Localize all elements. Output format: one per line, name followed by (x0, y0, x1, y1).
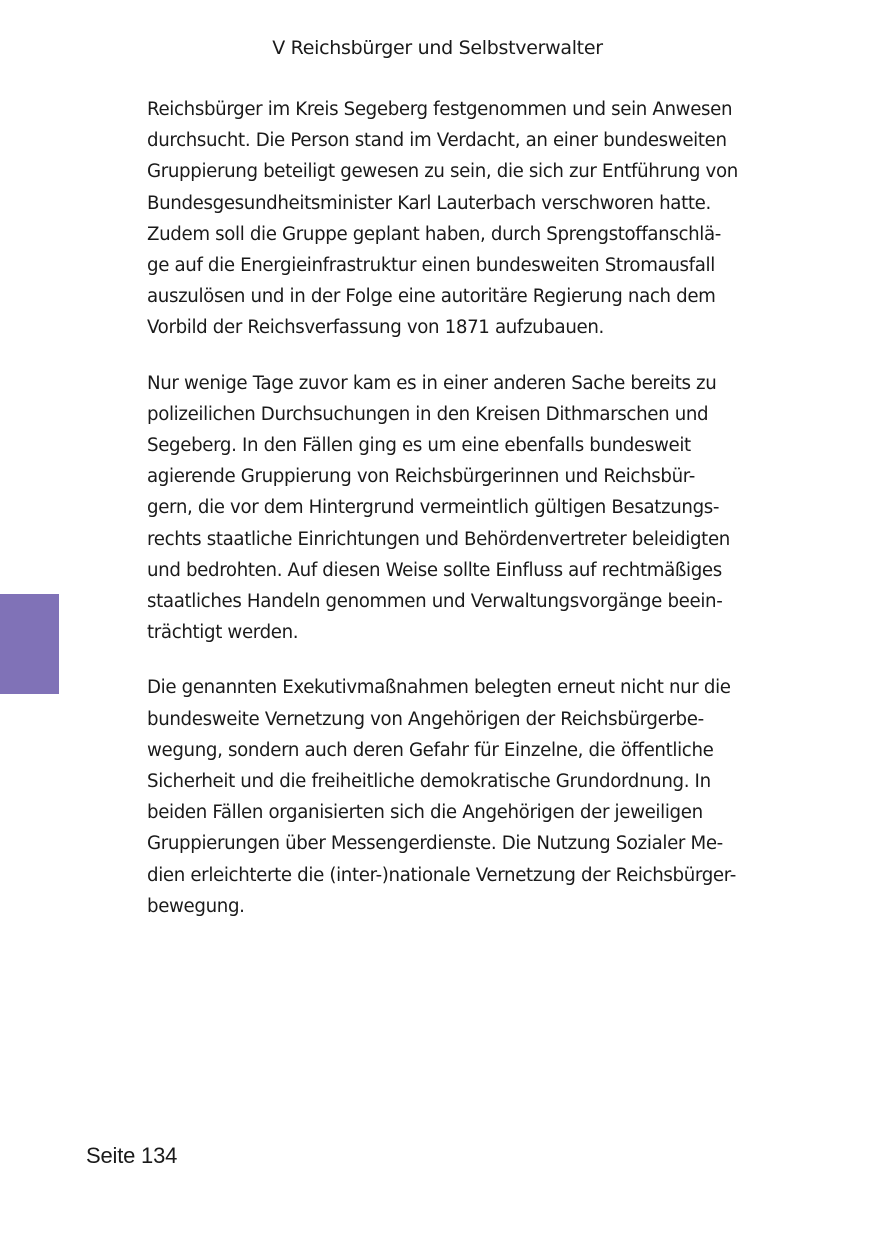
text-line: Bundesgesundheitsminister Karl Lauterbach verschworen hatte. (147, 192, 711, 214)
text-line: durchsucht. Die Person stand im Verdacht, an einer bundesweiten (147, 130, 727, 152)
text-line: trächtigt werden. (147, 622, 299, 644)
text-line: Die genannten Exekutivmaßnahmen belegten erneut nicht nur die (147, 677, 731, 699)
page-number: Seite 134 (86, 1143, 178, 1168)
text-line: dien erleichterte die (inter-)nationale Vernetzung der Reichsbürger- (147, 864, 736, 886)
text-line: ge auf die Energieinfrastruktur einen bundesweiten Stromausfall (147, 255, 715, 277)
text-line: Sicherheit und die freiheitliche demokratische Grundordnung. In (147, 771, 711, 793)
text-line: wegung, sondern auch deren Gefahr für Einzelne, die öffentliche (147, 739, 714, 761)
text-line: Zudem soll die Gruppe geplant haben, durch Sprengstoffanschlä- (147, 223, 722, 245)
paragraph (147, 94, 787, 344)
text-line: polizeilichen Durchsuchungen in den Kreisen Dithmarschen und (147, 403, 709, 425)
chapter-tab-marker (0, 594, 59, 694)
text-line: rechts staatliche Einrichtungen und Behördenvertreter beleidigten (147, 528, 730, 550)
text-line: auszulösen und in der Folge eine autoritäre Regierung nach dem (147, 286, 716, 308)
text-line: Nur wenige Tage zuvor kam es in einer anderen Sache bereits zu (147, 372, 717, 394)
text-line: Gruppierung beteiligt gewesen zu sein, die sich zur Entführung von (147, 161, 738, 183)
text-line: und bedrohten. Auf diesen Weise sollte Einfluss auf rechtmäßiges (147, 559, 722, 581)
text-line: gern, die vor dem Hintergrund vermeintlich gültigen Besatzungs- (147, 497, 720, 519)
text-line: beiden Fällen organisierten sich die Angehörigen der jeweiligen (147, 802, 703, 824)
text-line: Vorbild der Reichsverfassung von 1871 aufzubauen. (147, 317, 604, 339)
text-line: Reichsbürger im Kreis Segeberg festgenommen und sein Anwesen (147, 99, 733, 120)
body-text (147, 94, 787, 946)
text-line: Gruppierungen über Messengerdienste. Die Nutzung Sozialer Me- (147, 833, 723, 855)
text-line: agierende Gruppierung von Reichsbürgerinnen und Reichsbür- (147, 466, 695, 488)
text-line: staatliches Handeln genommen und Verwaltungsvorgänge beein- (147, 591, 723, 613)
running-header: V Reichsbürger und Selbstverwalter (272, 37, 603, 59)
text-line: bewegung. (147, 895, 245, 917)
text-line: Segeberg. In den Fällen ging es um eine ebenfalls bundesweit (147, 435, 691, 457)
paragraph (147, 672, 787, 922)
text-line: bundesweite Vernetzung von Angehörigen der Reichsbürgerbe- (147, 708, 704, 730)
paragraph (147, 368, 787, 649)
